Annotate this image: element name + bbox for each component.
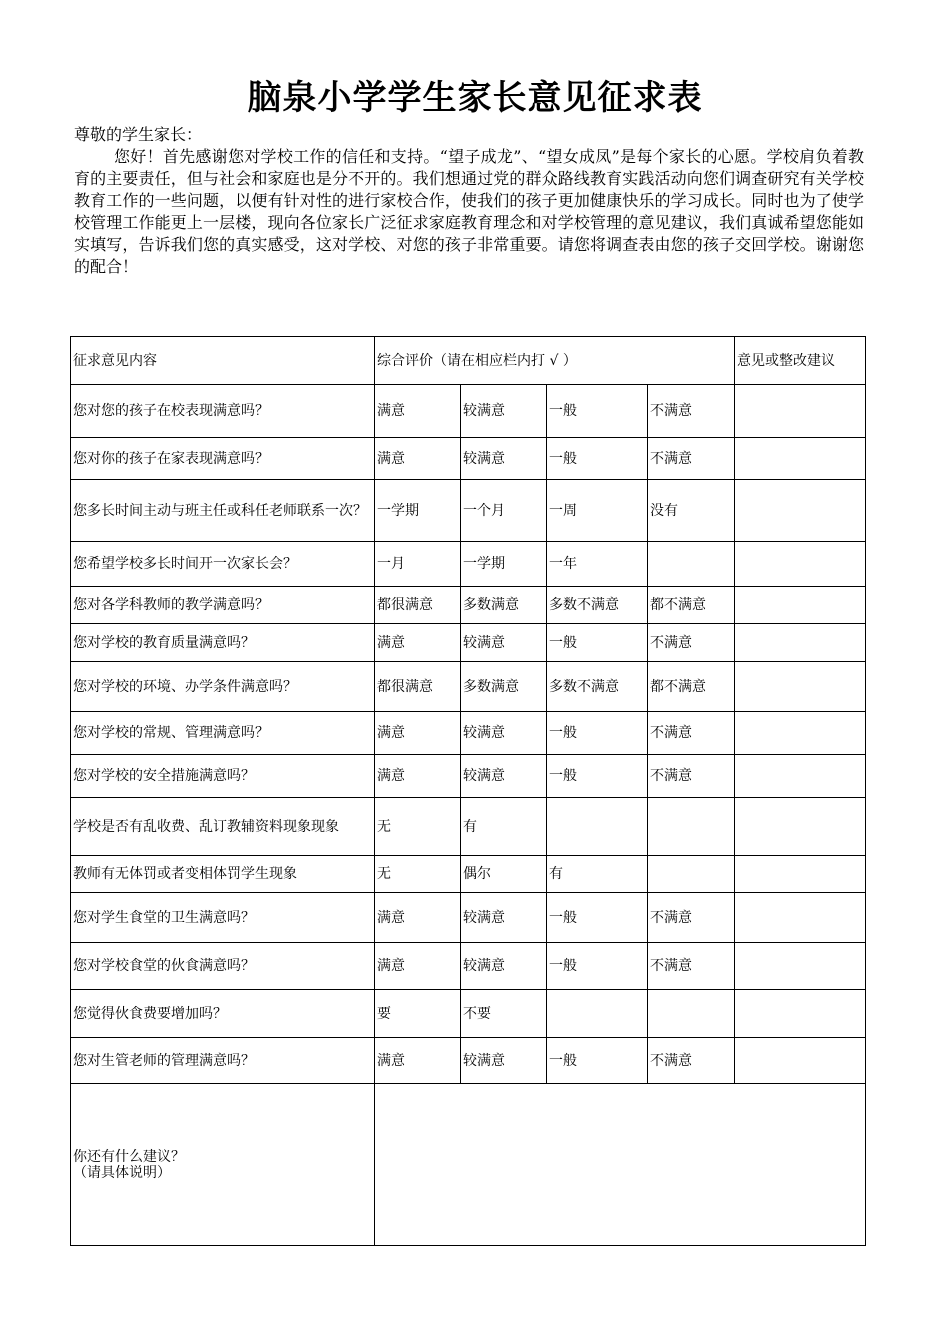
header-content: 征求意见内容: [71, 337, 375, 385]
option-cell[interactable]: [648, 990, 735, 1038]
final-suggestion-row: [71, 1084, 866, 1246]
question-cell: 您对生管老师的管理满意吗？: [71, 1038, 375, 1084]
option-cell[interactable]: 不满意: [648, 624, 735, 662]
table-row: [71, 542, 866, 587]
table-row: [71, 385, 866, 438]
option-cell[interactable]: 有: [547, 856, 648, 893]
table-row: [71, 712, 866, 755]
table-row: [71, 755, 866, 798]
option-cell[interactable]: 满意: [375, 438, 461, 480]
question-cell: 您对你的孩子在家表现满意吗？: [71, 438, 375, 480]
intro-paragraph: 您好！首先感谢您对学校工作的信任和支持。“望子成龙”、“望女成凤”是每个家长的心愿。学校肩负着教育的主要责任，但与社会和家庭也是分不开的。我们想通过党的群众路线教育实践活动向您们调查研究有关学校教育工作的一些问题，以便有针对性的进行家校合作，使我们的孩子更加健康快乐的学习成长。同时也为了使学校管理工作能更上一层楼，现向各位家长广泛征求家庭教育理念和对学校管理的意见建议，我们真诚希望您能如实填写，告诉我们您的真实感受，这对学校、对您的孩子非常重要。请您将调查表由您的孩子交回学校。谢谢您的配合！: [74, 147, 864, 276]
option-cell[interactable]: 较满意: [461, 893, 547, 943]
option-cell[interactable]: 不满意: [648, 943, 735, 990]
final-suggestion-note: （请具体说明）: [73, 1164, 171, 1181]
option-cell[interactable]: 多数满意: [461, 587, 547, 624]
option-cell[interactable]: 都很满意: [375, 587, 461, 624]
option-cell[interactable]: 较满意: [461, 755, 547, 798]
option-cell[interactable]: 一般: [547, 712, 648, 755]
suggestion-cell[interactable]: [735, 624, 866, 662]
option-cell[interactable]: [648, 542, 735, 587]
option-cell[interactable]: 不满意: [648, 438, 735, 480]
final-suggestion-label: [71, 1084, 375, 1246]
option-cell[interactable]: 要: [375, 990, 461, 1038]
option-cell[interactable]: 不满意: [648, 1038, 735, 1084]
option-cell[interactable]: 满意: [375, 385, 461, 438]
suggestion-cell[interactable]: [735, 438, 866, 480]
option-cell[interactable]: 多数不满意: [547, 587, 648, 624]
table-row: [71, 893, 866, 943]
option-cell[interactable]: 满意: [375, 893, 461, 943]
table-row: [71, 624, 866, 662]
suggestion-cell[interactable]: [735, 1038, 866, 1084]
option-cell[interactable]: 一般: [547, 755, 648, 798]
question-cell: 您多长时间主动与班主任或科任老师联系一次？: [71, 480, 375, 542]
option-cell[interactable]: 一学期: [461, 542, 547, 587]
suggestion-cell[interactable]: [735, 712, 866, 755]
option-cell[interactable]: 一般: [547, 1038, 648, 1084]
table-row: [71, 587, 866, 624]
suggestion-cell[interactable]: [735, 480, 866, 542]
option-cell[interactable]: 都不满意: [648, 587, 735, 624]
option-cell[interactable]: 较满意: [461, 624, 547, 662]
suggestion-cell[interactable]: [735, 798, 866, 856]
option-cell[interactable]: 无: [375, 856, 461, 893]
option-cell[interactable]: [547, 798, 648, 856]
option-cell[interactable]: 一个月: [461, 480, 547, 542]
option-cell[interactable]: 没有: [648, 480, 735, 542]
option-cell[interactable]: 一年: [547, 542, 648, 587]
option-cell[interactable]: 不满意: [648, 893, 735, 943]
option-cell[interactable]: 不满意: [648, 712, 735, 755]
option-cell[interactable]: 多数满意: [461, 662, 547, 712]
option-cell[interactable]: 一月: [375, 542, 461, 587]
option-cell[interactable]: 满意: [375, 624, 461, 662]
table-header-row: [71, 337, 866, 385]
suggestion-cell[interactable]: [735, 943, 866, 990]
option-cell[interactable]: 较满意: [461, 385, 547, 438]
final-suggestion-question: 你还有什么建议？: [73, 1148, 185, 1165]
suggestion-cell[interactable]: [735, 990, 866, 1038]
option-cell[interactable]: [547, 990, 648, 1038]
option-cell[interactable]: 不满意: [648, 755, 735, 798]
option-cell[interactable]: 满意: [375, 755, 461, 798]
question-cell: 您对学校的环境、办学条件满意吗？: [71, 662, 375, 712]
option-cell[interactable]: 一周: [547, 480, 648, 542]
suggestion-cell[interactable]: [735, 385, 866, 438]
option-cell[interactable]: 多数不满意: [547, 662, 648, 712]
option-cell[interactable]: 较满意: [461, 943, 547, 990]
question-cell: 您对学校食堂的伙食满意吗？: [71, 943, 375, 990]
option-cell[interactable]: 满意: [375, 712, 461, 755]
header-suggestion: 意见或整改建议: [735, 337, 866, 385]
option-cell[interactable]: 一般: [547, 385, 648, 438]
suggestion-cell[interactable]: [735, 542, 866, 587]
option-cell[interactable]: 较满意: [461, 438, 547, 480]
question-cell: 您对您的孩子在校表现满意吗？: [71, 385, 375, 438]
option-cell[interactable]: 一般: [547, 438, 648, 480]
option-cell[interactable]: 一般: [547, 943, 648, 990]
option-cell[interactable]: 有: [461, 798, 547, 856]
table-row: [71, 438, 866, 480]
option-cell[interactable]: 不要: [461, 990, 547, 1038]
option-cell[interactable]: 无: [375, 798, 461, 856]
suggestion-cell[interactable]: [735, 893, 866, 943]
question-cell: 您觉得伙食费要增加吗？: [71, 990, 375, 1038]
suggestion-cell[interactable]: [735, 662, 866, 712]
option-cell[interactable]: 都很满意: [375, 662, 461, 712]
salutation: 尊敬的学生家长：: [74, 125, 203, 144]
question-cell: 您对学校的常规、管理满意吗？: [71, 712, 375, 755]
option-cell[interactable]: 不满意: [648, 385, 735, 438]
option-cell[interactable]: [648, 856, 735, 893]
question-cell: 学校是否有乱收费、乱订教辅资料现象现象: [71, 798, 375, 856]
question-cell: 您对学校的教育质量满意吗？: [71, 624, 375, 662]
option-cell[interactable]: 一学期: [375, 480, 461, 542]
suggestion-cell[interactable]: [735, 856, 866, 893]
question-cell: 您对学生食堂的卫生满意吗？: [71, 893, 375, 943]
question-cell: 您对各学科教师的教学满意吗？: [71, 587, 375, 624]
option-cell[interactable]: 较满意: [461, 712, 547, 755]
page-title: 脑泉小学学生家长意见征求表: [247, 78, 703, 118]
table-row: [71, 990, 866, 1038]
question-cell: 您对学校的安全措施满意吗？: [71, 755, 375, 798]
option-cell[interactable]: [648, 798, 735, 856]
final-suggestion-input[interactable]: [375, 1084, 866, 1246]
table-row: [71, 856, 866, 893]
table-row: [71, 662, 866, 712]
suggestion-cell[interactable]: [735, 755, 866, 798]
table-row: [71, 1038, 866, 1084]
suggestion-cell[interactable]: [735, 587, 866, 624]
option-cell[interactable]: 一般: [547, 624, 648, 662]
table-row: [71, 480, 866, 542]
question-cell: 您希望学校多长时间开一次家长会？: [71, 542, 375, 587]
option-cell[interactable]: 较满意: [461, 1038, 547, 1084]
option-cell[interactable]: 偶尔: [461, 856, 547, 893]
table-row: [71, 798, 866, 856]
survey-table: [70, 336, 866, 1246]
header-rating: 综合评价（请在相应栏内打 √ ）: [375, 337, 735, 385]
option-cell[interactable]: 满意: [375, 1038, 461, 1084]
option-cell[interactable]: 一般: [547, 893, 648, 943]
option-cell[interactable]: 满意: [375, 943, 461, 990]
table-row: [71, 943, 866, 990]
question-cell: 教师有无体罚或者变相体罚学生现象: [71, 856, 375, 893]
option-cell[interactable]: 都不满意: [648, 662, 735, 712]
